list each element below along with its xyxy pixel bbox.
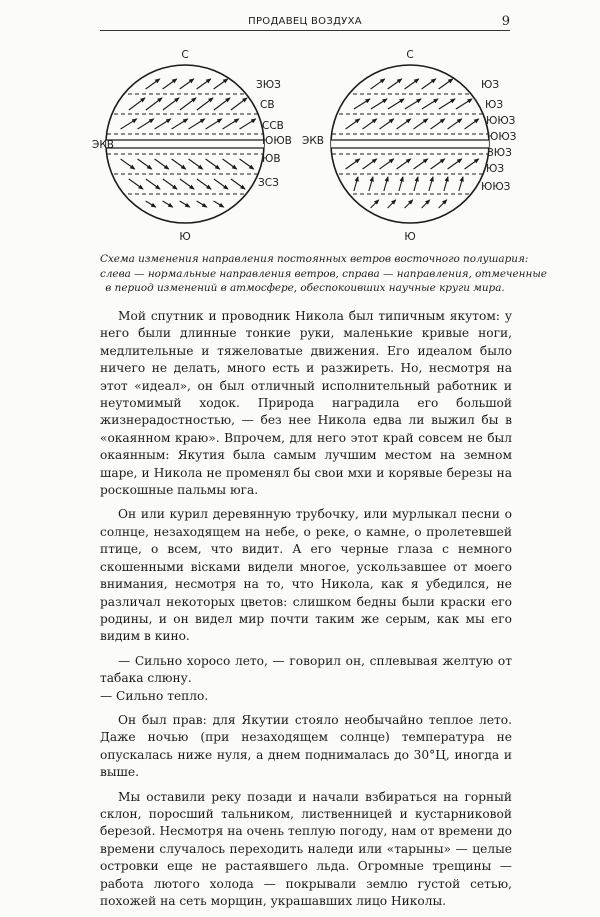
- wind-arrow: [240, 119, 256, 129]
- right-globe-side-label: ЮЗ: [486, 163, 505, 175]
- wind-arrow: [429, 177, 433, 191]
- right-globe-side-label: ЮЮЗ: [481, 181, 511, 193]
- wind-arrow: [439, 79, 453, 89]
- left-globe-equator-label: ЭКВ: [92, 139, 114, 151]
- wind-arrow: [197, 98, 213, 110]
- wind-arrow: [121, 119, 137, 129]
- wind-diagram-svg: [92, 44, 517, 249]
- wind-arrow: [444, 177, 448, 191]
- wind-arrow: [146, 201, 156, 207]
- right-globe-side-label: ЮЗ: [481, 79, 500, 91]
- wind-arrow: [155, 159, 169, 169]
- wind-arrow: [422, 79, 436, 89]
- right-globe-side-label: ЮЮЗ: [486, 115, 516, 127]
- right-globe-north-label: С: [406, 49, 414, 61]
- wind-arrow: [363, 119, 377, 129]
- wind-arrow: [346, 119, 360, 129]
- right-globe: [302, 49, 517, 243]
- wind-arrow: [240, 159, 254, 169]
- wind-arrow: [180, 201, 190, 207]
- wind-arrow: [155, 119, 171, 129]
- wind-diagram: [92, 44, 517, 249]
- wind-arrow: [380, 159, 394, 169]
- wind-arrow: [414, 119, 428, 129]
- running-header: [100, 14, 510, 31]
- wind-arrow: [405, 79, 419, 89]
- wind-arrow: [231, 98, 247, 110]
- wind-arrow: [456, 99, 472, 109]
- caption-line: слева — нормальные направления ветров, справа — направления, отмеченные: [100, 267, 547, 280]
- wind-arrow: [388, 79, 402, 89]
- wind-arrow: [180, 179, 194, 189]
- wind-arrow: [214, 98, 230, 110]
- left-globe-side-label: ЮВ: [262, 153, 281, 165]
- wind-arrow: [388, 200, 396, 208]
- paragraph: Он был прав: для Якутии стояло необычайно теплое лето. Даже ночью (при незаходящем солнце) температура не опускалась ниже нуля, а днем поднималась до 30°Ц, иногда и выше.: [100, 712, 512, 780]
- wind-arrow: [138, 159, 152, 169]
- wind-arrow: [214, 201, 224, 207]
- figure-caption: [100, 252, 547, 296]
- wind-arrow: [189, 159, 203, 169]
- wind-arrow: [465, 159, 479, 169]
- wind-arrow: [163, 79, 177, 89]
- paragraph: Мы оставили реку позади и начали взбираться на горный склон, поросший тальником, лиственницей и кустарниковой березой. Несмотря на очень теплую погоду, нам от времени до времени случалось переходить наледи или «тарыны» — целые островки еще не растаявшего льда. Огромные трещины — работа лютого холода — покрывали землю густой сетью, похожей на сеть морщин, украшавших лицо Николы.: [100, 789, 512, 908]
- right-globe-equator-label: ЭКВ: [302, 135, 324, 147]
- wind-arrow: [197, 179, 211, 189]
- wind-arrow: [405, 99, 421, 109]
- left-globe: [92, 49, 292, 243]
- caption-line: Схема изменения направления постоянных ветров восточного полушария:: [100, 253, 529, 265]
- wind-arrow: [384, 177, 388, 191]
- wind-arrow: [206, 159, 220, 169]
- wind-arrow: [129, 179, 143, 189]
- wind-arrow: [431, 159, 445, 169]
- wind-arrow: [388, 99, 404, 109]
- wind-arrow: [380, 119, 394, 129]
- wind-arrow: [371, 79, 385, 89]
- wind-arrow: [465, 119, 479, 129]
- wind-arrow: [448, 159, 462, 169]
- paragraph: Он или курил деревянную трубочку, или мурлыкал песни о солнце, незаходящем на небе, о реке, о камне, о пролетевшей птице, о всем, что видит. А его черные глаза с немного скошенными вісками видели многое, ускользавшее от моего внимания, несмотря на то, что Никола, как я убедился, не различал некоторых цветов: слишком бедны были краски его родины, и он видел мир почти таким же серым, как мы его видим в кино.: [100, 507, 512, 644]
- wind-arrow: [129, 98, 145, 110]
- wind-arrow: [439, 99, 455, 109]
- wind-arrow: [405, 200, 413, 208]
- left-globe-south-label: Ю: [179, 231, 191, 243]
- wind-arrow: [163, 98, 179, 110]
- wind-arrow: [414, 177, 418, 191]
- wind-arrow: [146, 179, 160, 189]
- wind-arrow: [146, 79, 160, 89]
- wind-arrow: [197, 79, 211, 89]
- paragraph: Мой спутник и проводник Никола был типичным якутом: у него были длинные тонкие руки, маленькие кривые ноги, медлительные и тяжеловатые движения. Его идеалом было ничего не делать, много есть и разжиреть. Но, несмотря на этот «идеал», он был отличный исполнительный работник и неутомимый ходок. Природа наградила его большой жизнерадостностью, — без нее Никола едва ли выжил бы в «окаянном краю». Впрочем, для него этот край совсем не был окаянным: Якутия была самым лучшим местом на земном шаре, и Никола не променял бы свои мхи и корявые березы на роскошные пальмы юга.: [100, 309, 512, 498]
- right-globe-side-label: ЮЮЗ: [487, 131, 517, 143]
- body-text: [100, 308, 512, 917]
- wind-arrow: [197, 201, 207, 207]
- wind-arrow: [422, 99, 438, 109]
- right-globe-side-label: ЗЮЗ: [487, 147, 512, 159]
- wind-arrow: [399, 177, 403, 191]
- wind-arrow: [459, 177, 463, 191]
- wind-arrow: [172, 119, 188, 129]
- wind-arrow: [397, 119, 411, 129]
- wind-arrow: [371, 200, 379, 208]
- wind-arrow: [448, 119, 462, 129]
- left-globe-side-label: СВ: [260, 99, 275, 111]
- wind-arrow: [363, 159, 377, 169]
- wind-arrow: [431, 119, 445, 129]
- wind-arrow: [231, 179, 245, 189]
- wind-arrow: [163, 179, 177, 189]
- left-globe-side-label: ЗЮЗ: [256, 79, 281, 91]
- wind-arrow: [214, 179, 228, 189]
- left-globe-north-label: С: [181, 49, 189, 61]
- paragraph-dialogue: — Сильно тепло.: [100, 688, 209, 703]
- wind-arrow: [172, 159, 186, 169]
- wind-arrow: [163, 201, 173, 207]
- wind-arrow: [346, 159, 360, 169]
- wind-arrow: [354, 99, 370, 109]
- wind-arrow: [371, 99, 387, 109]
- wind-arrow: [214, 79, 228, 89]
- wind-arrow: [422, 200, 430, 208]
- wind-arrow: [180, 79, 194, 89]
- wind-arrow: [138, 119, 154, 129]
- wind-arrow: [189, 119, 205, 129]
- wind-arrow: [206, 119, 222, 129]
- wind-arrow: [223, 159, 237, 169]
- wind-arrow: [414, 159, 428, 169]
- wind-arrow: [146, 98, 162, 110]
- left-globe-side-label: ЮЮВ: [262, 135, 292, 147]
- wind-arrow: [369, 177, 373, 191]
- page-number: 9: [501, 14, 510, 29]
- wind-arrow: [354, 177, 358, 191]
- wind-arrow: [397, 159, 411, 169]
- right-globe-south-label: Ю: [404, 231, 416, 243]
- left-globe-side-label: ССВ: [262, 120, 284, 132]
- wind-arrow: [223, 119, 239, 129]
- paragraph-dialogue: — Сильно хоросо лето, — говорил он, сплевывая желтую от табака слюну.: [100, 653, 512, 686]
- right-globe-side-label: ЮЗ: [485, 99, 504, 111]
- wind-arrow: [180, 98, 196, 110]
- running-title: ПРОДАВЕЦ ВОЗДУХА: [248, 16, 362, 27]
- left-globe-side-label: ЗСЗ: [258, 177, 279, 189]
- caption-line: в период изменений в атмосфере, обеспокоивших научные круги мира.: [105, 282, 505, 294]
- wind-arrow: [439, 200, 447, 208]
- wind-arrow: [121, 159, 135, 169]
